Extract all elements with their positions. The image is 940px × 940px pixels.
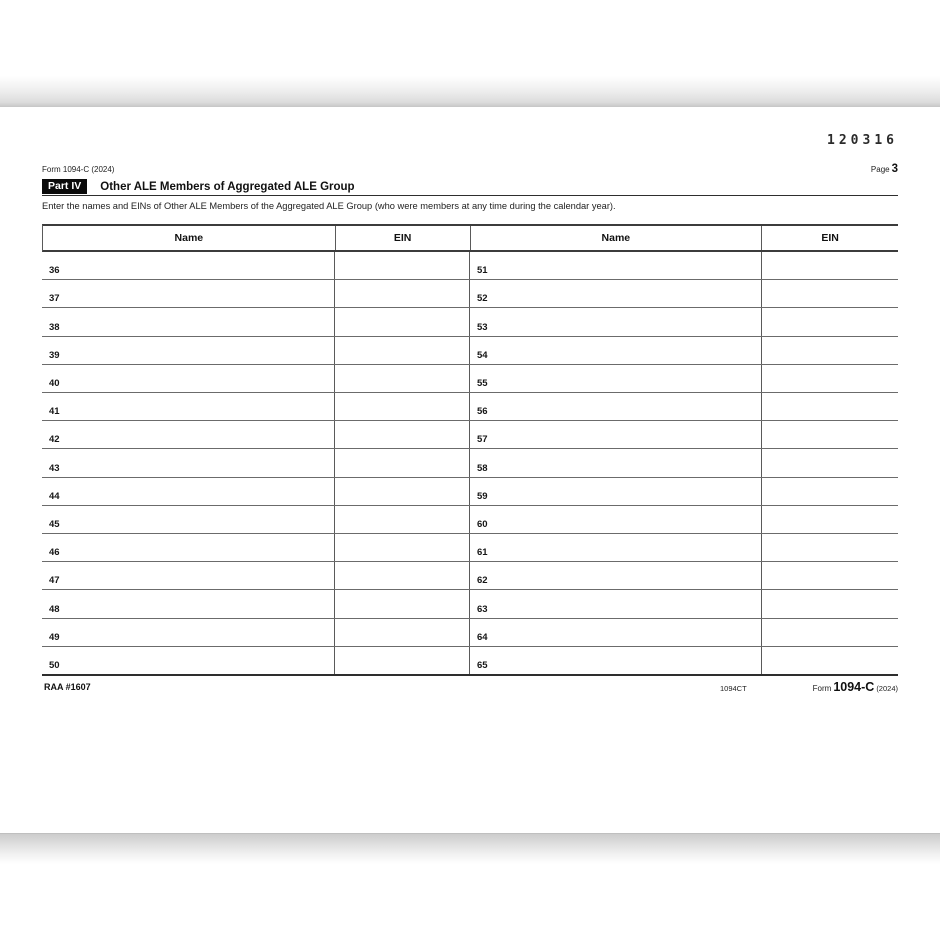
name-cell-left[interactable] <box>42 506 335 533</box>
table-row <box>42 506 898 534</box>
part-label-badge: Part IV <box>42 179 87 194</box>
ein-cell-right[interactable] <box>762 337 898 364</box>
row-number: 62 <box>477 575 488 587</box>
row-number: 56 <box>477 406 488 418</box>
row-number: 52 <box>477 293 488 305</box>
ein-cell-right[interactable] <box>762 534 898 561</box>
row-number: 53 <box>477 321 488 333</box>
name-cell-right[interactable] <box>470 590 762 617</box>
name-cell-right[interactable] <box>470 280 762 307</box>
ein-cell-left[interactable] <box>335 421 470 448</box>
row-number: 47 <box>49 575 60 587</box>
name-cell-left[interactable] <box>42 308 335 335</box>
row-number: 55 <box>477 378 488 390</box>
form-header-line <box>42 163 898 175</box>
name-cell-left[interactable] <box>42 590 335 617</box>
row-number: 37 <box>49 293 60 305</box>
ein-cell-left[interactable] <box>335 534 470 561</box>
ein-cell-left[interactable] <box>335 619 470 646</box>
table-row <box>42 534 898 562</box>
column-header-name-right: Name <box>471 226 763 250</box>
name-cell-left[interactable] <box>42 365 335 392</box>
footer-form-word: Form <box>812 684 832 693</box>
ein-cell-right[interactable] <box>762 308 898 335</box>
ein-cell-left[interactable] <box>335 252 470 279</box>
table-row <box>42 365 898 393</box>
ein-cell-left[interactable] <box>335 562 470 589</box>
footer-form-signature <box>813 680 898 694</box>
page-number: 3 <box>891 163 898 175</box>
table-row <box>42 619 898 647</box>
name-cell-left[interactable] <box>42 393 335 420</box>
table-row <box>42 252 898 280</box>
table-header-row <box>42 224 898 252</box>
table-row <box>42 393 898 421</box>
row-number: 45 <box>49 519 60 531</box>
row-number: 43 <box>49 462 60 474</box>
row-number: 38 <box>49 321 60 333</box>
row-number: 44 <box>49 490 60 502</box>
name-cell-left[interactable] <box>42 449 335 476</box>
name-cell-left[interactable] <box>42 421 335 448</box>
ale-members-table <box>42 224 898 676</box>
row-number: 40 <box>49 378 60 390</box>
name-cell-left[interactable] <box>42 619 335 646</box>
ein-cell-left[interactable] <box>335 280 470 307</box>
row-number: 58 <box>477 462 488 474</box>
name-cell-right[interactable] <box>470 393 762 420</box>
footer-form-number: 1094-C <box>833 680 875 694</box>
row-number: 57 <box>477 434 488 446</box>
page-edge-shadow-bottom <box>0 833 940 864</box>
name-cell-right[interactable] <box>470 449 762 476</box>
name-cell-right[interactable] <box>470 534 762 561</box>
page-indicator <box>871 163 898 175</box>
name-cell-right[interactable] <box>470 619 762 646</box>
form-id: Form 1094-C (2024) <box>42 165 115 174</box>
serial-number: 120316 <box>827 133 898 148</box>
name-cell-right[interactable] <box>470 506 762 533</box>
row-number: 50 <box>49 660 60 672</box>
column-header-name-left: Name <box>43 226 336 250</box>
ein-cell-right[interactable] <box>762 280 898 307</box>
ein-cell-right[interactable] <box>762 619 898 646</box>
name-cell-right[interactable] <box>470 562 762 589</box>
ein-cell-left[interactable] <box>335 478 470 505</box>
row-number: 51 <box>477 265 488 277</box>
row-number: 46 <box>49 547 60 559</box>
part-heading <box>42 178 898 196</box>
ein-cell-left[interactable] <box>335 449 470 476</box>
ein-cell-left[interactable] <box>335 393 470 420</box>
ein-cell-right[interactable] <box>762 393 898 420</box>
name-cell-right[interactable] <box>470 308 762 335</box>
row-number: 59 <box>477 490 488 502</box>
table-row <box>42 280 898 308</box>
ein-cell-left[interactable] <box>335 590 470 617</box>
row-number: 48 <box>49 603 60 615</box>
page-edge-shadow-top <box>0 76 940 107</box>
row-number: 42 <box>49 434 60 446</box>
name-cell-left[interactable] <box>42 534 335 561</box>
ein-cell-right[interactable] <box>762 252 898 279</box>
part-title: Other ALE Members of Aggregated ALE Group <box>100 180 355 193</box>
footer-stock-number: RAA #1607 <box>44 682 91 692</box>
footer-form-year: (2024) <box>876 684 898 693</box>
ein-cell-left[interactable] <box>335 365 470 392</box>
name-cell-left[interactable] <box>42 647 335 674</box>
form-footer <box>42 682 898 696</box>
name-cell-right[interactable] <box>470 478 762 505</box>
name-cell-right[interactable] <box>470 421 762 448</box>
table-row <box>42 647 898 674</box>
table-row <box>42 421 898 449</box>
row-number: 41 <box>49 406 60 418</box>
instruction-text: Enter the names and EINs of Other ALE Members of the Aggregated ALE Group (who were members at any time during the calendar year). <box>42 201 616 211</box>
name-cell-right[interactable] <box>470 337 762 364</box>
ein-cell-right[interactable] <box>762 421 898 448</box>
name-cell-left[interactable] <box>42 280 335 307</box>
name-cell-right[interactable] <box>470 647 762 674</box>
row-number: 36 <box>49 265 60 277</box>
name-cell-left[interactable] <box>42 562 335 589</box>
ein-cell-right[interactable] <box>762 506 898 533</box>
table-row <box>42 337 898 365</box>
column-header-ein-left: EIN <box>336 226 471 250</box>
row-number: 65 <box>477 660 488 672</box>
table-body <box>42 252 898 676</box>
table-row <box>42 562 898 590</box>
table-row <box>42 478 898 506</box>
name-cell-right[interactable] <box>470 365 762 392</box>
ein-cell-right[interactable] <box>762 365 898 392</box>
row-number: 64 <box>477 631 488 643</box>
row-number: 60 <box>477 519 488 531</box>
ein-cell-left[interactable] <box>335 647 470 674</box>
table-row <box>42 449 898 477</box>
ein-cell-left[interactable] <box>335 337 470 364</box>
ein-cell-right[interactable] <box>762 478 898 505</box>
row-number: 39 <box>49 349 60 361</box>
ein-cell-left[interactable] <box>335 308 470 335</box>
row-number: 61 <box>477 547 488 559</box>
footer-catalog-code: 1094CT <box>720 684 747 693</box>
ein-cell-right[interactable] <box>762 647 898 674</box>
row-number: 49 <box>49 631 60 643</box>
table-row <box>42 308 898 336</box>
ein-cell-right[interactable] <box>762 449 898 476</box>
ein-cell-left[interactable] <box>335 506 470 533</box>
ein-cell-right[interactable] <box>762 562 898 589</box>
row-number: 54 <box>477 349 488 361</box>
ein-cell-right[interactable] <box>762 590 898 617</box>
name-cell-left[interactable] <box>42 337 335 364</box>
page-label: Page <box>870 165 890 174</box>
name-cell-right[interactable] <box>470 252 762 279</box>
row-number: 63 <box>477 603 488 615</box>
table-row <box>42 590 898 618</box>
name-cell-left[interactable] <box>42 252 335 279</box>
column-header-ein-right: EIN <box>821 232 839 244</box>
name-cell-left[interactable] <box>42 478 335 505</box>
